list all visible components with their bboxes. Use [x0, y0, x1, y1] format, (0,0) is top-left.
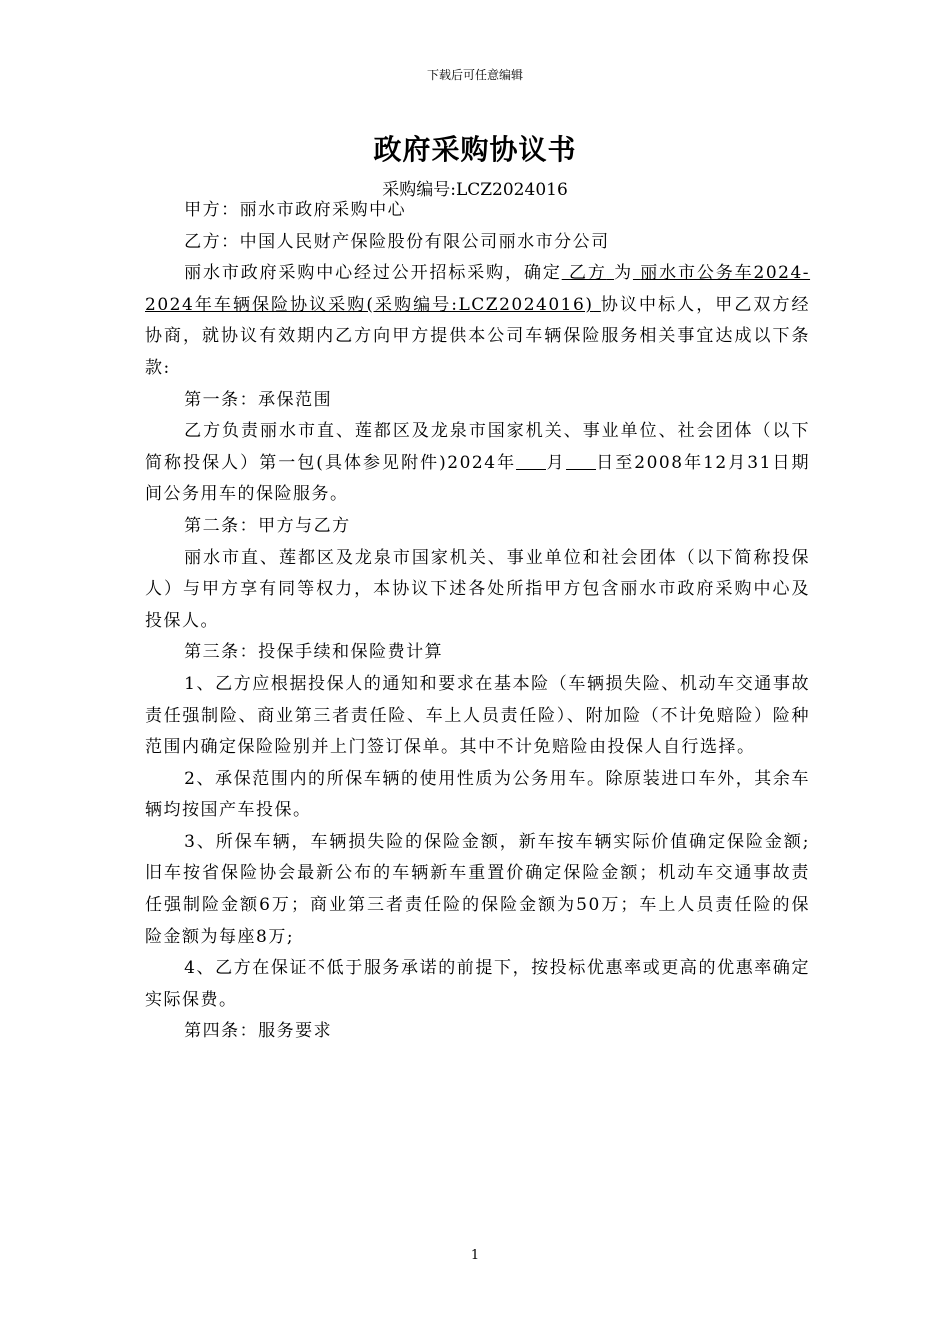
- header-note: 下载后可任意编辑: [426, 68, 523, 82]
- article1-heading: 第一条：承保范围: [184, 389, 333, 410]
- article2-heading: 第二条：甲方与乙方: [184, 515, 351, 536]
- intro-mid: 为: [614, 263, 633, 284]
- article3-item: 1、乙方应根据投保人的通知和要求在基本险（车辆损失险、机动车交通事故责任强制险、商业第三者责任险、车上人员责任险）、附加险（不计免赔险）险种范围内确定保险险别并上门签订保单。其中不计免赔险由投保人自行选择。: [145, 673, 810, 758]
- blank-day: [566, 452, 596, 470]
- blank-month: [516, 452, 546, 470]
- article3-heading: 第三条：投保手续和保险费计算: [184, 642, 444, 663]
- article2-text: 丽水市直、莲都区及龙泉市国家机关、事业单位和社会团体（以下简称投保人）与甲方享有同等权力，本协议下述各处所指甲方包含丽水市政府采购中心及投保人。: [145, 547, 810, 631]
- intro-winner: 乙方: [569, 263, 607, 284]
- intro-project: 丽水市公务车2024-2024年车辆保险协议采购(采购编号:LCZ2024016): [145, 263, 811, 315]
- article3-item: 2、承保范围内的所保车辆的使用性质为公务用车。除原装进口车外，其余车辆均按国产车投保。: [145, 768, 810, 821]
- intro-paragraph: [145, 258, 810, 384]
- document-title: 政府采购协议书: [373, 133, 577, 166]
- procurement-code: 采购编号:LCZ2024016: [382, 180, 568, 200]
- party-b: 乙方：中国人民财产保险股份有限公司丽水市分公司: [184, 231, 610, 252]
- article1-text: 乙方负责丽水市直、莲都区及龙泉市国家机关、事业单位、社会团体（以下简称投保人）第一包(具体参见附件)2024年 月 日至2008年12月31日期间公务用车的保险服务。: [145, 421, 811, 505]
- page-number: 1: [470, 1248, 480, 1263]
- party-a: 甲方：丽水市政府采购中心: [184, 200, 407, 220]
- document-body: [145, 195, 810, 1048]
- intro-lead: 丽水市政府采购中心经过公开招标采购，确定: [184, 263, 562, 284]
- intro-tail: 协议中标人，甲乙双方经协商，就协议有效期内乙方向甲方提供本公司车辆保险服务相关事宜达成以下条款:: [145, 294, 811, 378]
- article4-heading: 第四条：服务要求: [184, 1021, 333, 1042]
- article3-item: 3、所保车辆，车辆损失险的保险金额，新车按车辆实际价值确定保险金额;旧车按省保险协会最新公布的车辆新车重置价确定保险金额；机动车交通事故责任强制险金额6万；商业第三者责任险的保险金额为50万；车上人员责任险的保险金额为每座8万;: [145, 831, 810, 947]
- article3-item: 4、乙方在保证不低于服务承诺的前提下，按投标优惠率或更高的优惠率确定实际保费。: [145, 958, 810, 1010]
